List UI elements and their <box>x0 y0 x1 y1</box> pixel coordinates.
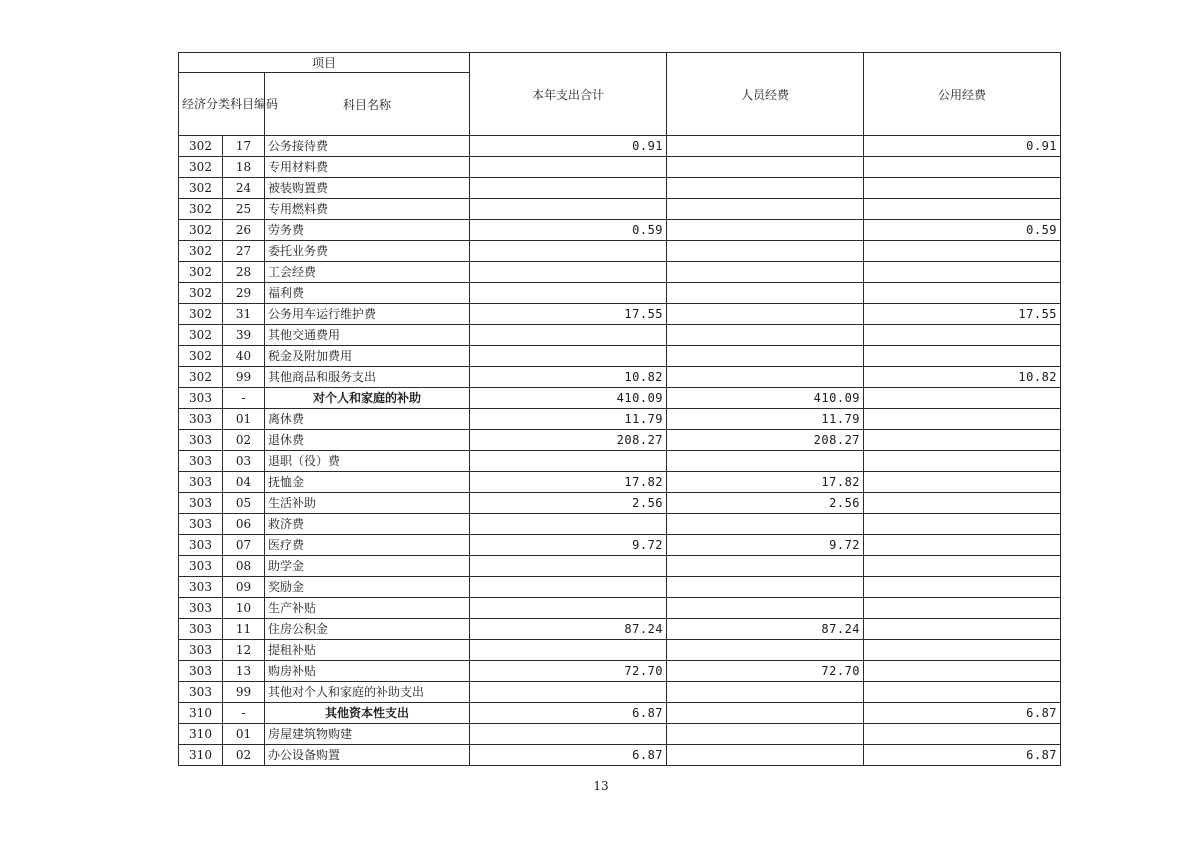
total-cell: 87.24 <box>470 619 667 640</box>
item-name-cell: 专用材料费 <box>265 157 470 178</box>
personnel-cell: 87.24 <box>667 619 864 640</box>
personnel-cell <box>667 598 864 619</box>
item-name-cell: 奖励金 <box>265 577 470 598</box>
item-name-cell: 住房公积金 <box>265 619 470 640</box>
public-cell <box>864 682 1061 703</box>
class-code-cell: 310 <box>179 703 223 724</box>
class-code-cell: 302 <box>179 346 223 367</box>
item-code-cell: 26 <box>223 220 265 241</box>
item-code-cell: 06 <box>223 514 265 535</box>
item-code-cell: 11 <box>223 619 265 640</box>
total-cell: 410.09 <box>470 388 667 409</box>
item-name-cell: 生产补贴 <box>265 598 470 619</box>
table-row <box>179 241 1061 262</box>
item-code-cell: 02 <box>223 745 265 766</box>
item-code-cell: 18 <box>223 157 265 178</box>
item-name-cell: 福利费 <box>265 283 470 304</box>
public-cell <box>864 178 1061 199</box>
item-name-cell: 房屋建筑物购建 <box>265 724 470 745</box>
public-cell <box>864 157 1061 178</box>
total-cell: 0.59 <box>470 220 667 241</box>
item-code-cell: 12 <box>223 640 265 661</box>
personnel-cell <box>667 157 864 178</box>
total-cell: 11.79 <box>470 409 667 430</box>
total-cell <box>470 724 667 745</box>
item-name-cell: 税金及附加费用 <box>265 346 470 367</box>
public-cell <box>864 451 1061 472</box>
item-name-cell: 被装购置费 <box>265 178 470 199</box>
public-cell: 6.87 <box>864 703 1061 724</box>
total-cell <box>470 556 667 577</box>
item-name-cell: 离休费 <box>265 409 470 430</box>
table-row <box>179 472 1061 493</box>
table-row <box>179 682 1061 703</box>
table-row <box>179 745 1061 766</box>
item-code-cell: 25 <box>223 199 265 220</box>
public-cell <box>864 325 1061 346</box>
personnel-cell <box>667 178 864 199</box>
total-cell: 6.87 <box>470 703 667 724</box>
name-header: 科目名称 <box>265 73 470 136</box>
subtotal-row <box>179 703 1061 724</box>
code-header: 经济分类科目编码 <box>179 73 265 136</box>
personnel-cell: 2.56 <box>667 493 864 514</box>
item-code-cell: 01 <box>223 724 265 745</box>
item-code-cell: 28 <box>223 262 265 283</box>
class-code-cell: 303 <box>179 682 223 703</box>
public-cell <box>864 472 1061 493</box>
personnel-cell <box>667 325 864 346</box>
class-code-cell: 303 <box>179 661 223 682</box>
item-name-cell: 对个人和家庭的补助 <box>265 388 470 409</box>
total-cell <box>470 451 667 472</box>
personnel-cell <box>667 577 864 598</box>
item-code-cell: 13 <box>223 661 265 682</box>
class-code-cell: 303 <box>179 472 223 493</box>
total-cell <box>470 346 667 367</box>
item-code-cell: 17 <box>223 136 265 157</box>
item-code-cell: 09 <box>223 577 265 598</box>
item-code-cell: 99 <box>223 682 265 703</box>
class-code-cell: 302 <box>179 178 223 199</box>
table-row <box>179 157 1061 178</box>
item-name-cell: 退职（役）费 <box>265 451 470 472</box>
table-row <box>179 598 1061 619</box>
item-name-cell: 专用燃料费 <box>265 199 470 220</box>
table-row <box>179 304 1061 325</box>
public-cell <box>864 199 1061 220</box>
table-row <box>179 262 1061 283</box>
public-cell <box>864 724 1061 745</box>
total-cell: 72.70 <box>470 661 667 682</box>
public-cell <box>864 535 1061 556</box>
public-header: 公用经费 <box>864 53 1061 136</box>
personnel-cell <box>667 136 864 157</box>
item-code-cell: - <box>223 703 265 724</box>
class-code-cell: 302 <box>179 325 223 346</box>
class-code-cell: 303 <box>179 535 223 556</box>
personnel-cell <box>667 745 864 766</box>
table-row <box>179 136 1061 157</box>
table-row <box>179 577 1061 598</box>
public-cell <box>864 640 1061 661</box>
public-cell <box>864 514 1061 535</box>
total-cell <box>470 325 667 346</box>
public-cell: 10.82 <box>864 367 1061 388</box>
public-cell <box>864 430 1061 451</box>
item-code-cell: 10 <box>223 598 265 619</box>
personnel-cell: 72.70 <box>667 661 864 682</box>
personnel-cell <box>667 724 864 745</box>
class-code-cell: 303 <box>179 598 223 619</box>
item-name-cell: 抚恤金 <box>265 472 470 493</box>
table-row <box>179 367 1061 388</box>
item-name-cell: 助学金 <box>265 556 470 577</box>
table-body <box>179 136 1061 766</box>
total-header: 本年支出合计 <box>470 53 667 136</box>
public-cell <box>864 598 1061 619</box>
personnel-cell: 410.09 <box>667 388 864 409</box>
item-name-cell: 退休费 <box>265 430 470 451</box>
personnel-cell <box>667 283 864 304</box>
total-cell: 9.72 <box>470 535 667 556</box>
total-cell: 10.82 <box>470 367 667 388</box>
total-cell <box>470 598 667 619</box>
total-cell: 2.56 <box>470 493 667 514</box>
public-cell <box>864 241 1061 262</box>
item-name-cell: 公务接待费 <box>265 136 470 157</box>
class-code-cell: 302 <box>179 367 223 388</box>
item-name-cell: 工会经费 <box>265 262 470 283</box>
total-cell: 208.27 <box>470 430 667 451</box>
table-row <box>179 556 1061 577</box>
total-cell <box>470 262 667 283</box>
personnel-cell: 17.82 <box>667 472 864 493</box>
item-code-cell: 40 <box>223 346 265 367</box>
public-cell <box>864 262 1061 283</box>
personnel-cell <box>667 640 864 661</box>
project-header: 项目 <box>179 53 470 73</box>
public-cell <box>864 661 1061 682</box>
personnel-cell <box>667 682 864 703</box>
personnel-cell: 11.79 <box>667 409 864 430</box>
personnel-cell <box>667 451 864 472</box>
public-cell: 17.55 <box>864 304 1061 325</box>
item-code-cell: 29 <box>223 283 265 304</box>
total-cell <box>470 682 667 703</box>
item-name-cell: 劳务费 <box>265 220 470 241</box>
public-cell <box>864 619 1061 640</box>
table-row <box>179 619 1061 640</box>
total-cell <box>470 199 667 220</box>
class-code-cell: 302 <box>179 199 223 220</box>
subtotal-row <box>179 388 1061 409</box>
public-cell: 6.87 <box>864 745 1061 766</box>
item-name-cell: 医疗费 <box>265 535 470 556</box>
item-code-cell: 02 <box>223 430 265 451</box>
item-name-cell: 救济费 <box>265 514 470 535</box>
total-cell <box>470 514 667 535</box>
class-code-cell: 302 <box>179 157 223 178</box>
public-cell <box>864 346 1061 367</box>
personnel-cell <box>667 514 864 535</box>
table-row <box>179 220 1061 241</box>
item-code-cell: 99 <box>223 367 265 388</box>
class-code-cell: 303 <box>179 556 223 577</box>
table-row <box>179 535 1061 556</box>
class-code-cell: 310 <box>179 724 223 745</box>
public-cell <box>864 409 1061 430</box>
personnel-header: 人员经费 <box>667 53 864 136</box>
item-name-cell: 提租补贴 <box>265 640 470 661</box>
personnel-cell: 208.27 <box>667 430 864 451</box>
personnel-cell <box>667 703 864 724</box>
item-code-cell: 08 <box>223 556 265 577</box>
class-code-cell: 303 <box>179 451 223 472</box>
total-cell <box>470 577 667 598</box>
item-code-cell: 39 <box>223 325 265 346</box>
total-cell: 17.82 <box>470 472 667 493</box>
table-row <box>179 283 1061 304</box>
expenditure-table <box>178 52 1061 766</box>
personnel-cell <box>667 220 864 241</box>
class-code-cell: 302 <box>179 262 223 283</box>
table-row <box>179 346 1061 367</box>
item-code-cell: 31 <box>223 304 265 325</box>
class-code-cell: 310 <box>179 745 223 766</box>
page-number: 13 <box>593 779 609 793</box>
public-cell <box>864 577 1061 598</box>
total-cell <box>470 241 667 262</box>
table-row <box>179 493 1061 514</box>
class-code-cell: 302 <box>179 241 223 262</box>
class-code-cell: 302 <box>179 304 223 325</box>
personnel-cell <box>667 346 864 367</box>
class-code-cell: 303 <box>179 493 223 514</box>
personnel-cell: 9.72 <box>667 535 864 556</box>
item-code-cell: 05 <box>223 493 265 514</box>
total-cell: 17.55 <box>470 304 667 325</box>
public-cell: 0.91 <box>864 136 1061 157</box>
table-row <box>179 640 1061 661</box>
class-code-cell: 302 <box>179 283 223 304</box>
class-code-cell: 303 <box>179 514 223 535</box>
class-code-cell: 303 <box>179 577 223 598</box>
item-name-cell: 其他对个人和家庭的补助支出 <box>265 682 470 703</box>
table-row <box>179 514 1061 535</box>
item-name-cell: 其他商品和服务支出 <box>265 367 470 388</box>
table-row <box>179 325 1061 346</box>
personnel-cell <box>667 199 864 220</box>
table-row <box>179 409 1061 430</box>
table-row <box>179 724 1061 745</box>
public-cell: 0.59 <box>864 220 1061 241</box>
personnel-cell <box>667 262 864 283</box>
class-code-cell: 303 <box>179 388 223 409</box>
table-row <box>179 661 1061 682</box>
item-name-cell: 购房补贴 <box>265 661 470 682</box>
item-name-cell: 办公设备购置 <box>265 745 470 766</box>
class-code-cell: 303 <box>179 409 223 430</box>
public-cell <box>864 556 1061 577</box>
item-code-cell: 27 <box>223 241 265 262</box>
total-cell <box>470 640 667 661</box>
table-row <box>179 451 1061 472</box>
total-cell <box>470 157 667 178</box>
public-cell <box>864 388 1061 409</box>
total-cell <box>470 283 667 304</box>
item-code-cell: 24 <box>223 178 265 199</box>
item-code-cell: - <box>223 388 265 409</box>
item-name-cell: 委托业务费 <box>265 241 470 262</box>
total-cell <box>470 178 667 199</box>
public-cell <box>864 283 1061 304</box>
class-code-cell: 302 <box>179 136 223 157</box>
class-code-cell: 303 <box>179 640 223 661</box>
total-cell: 0.91 <box>470 136 667 157</box>
public-cell <box>864 493 1061 514</box>
table-row <box>179 430 1061 451</box>
personnel-cell <box>667 367 864 388</box>
table-header <box>179 53 1061 136</box>
item-name-cell: 其他资本性支出 <box>265 703 470 724</box>
item-name-cell: 其他交通费用 <box>265 325 470 346</box>
item-name-cell: 公务用车运行维护费 <box>265 304 470 325</box>
table-row <box>179 178 1061 199</box>
class-code-cell: 302 <box>179 220 223 241</box>
personnel-cell <box>667 241 864 262</box>
total-cell: 6.87 <box>470 745 667 766</box>
class-code-cell: 303 <box>179 619 223 640</box>
item-code-cell: 01 <box>223 409 265 430</box>
personnel-cell <box>667 556 864 577</box>
item-code-cell: 04 <box>223 472 265 493</box>
item-name-cell: 生活补助 <box>265 493 470 514</box>
item-code-cell: 03 <box>223 451 265 472</box>
table-row <box>179 199 1061 220</box>
class-code-cell: 303 <box>179 430 223 451</box>
item-code-cell: 07 <box>223 535 265 556</box>
personnel-cell <box>667 304 864 325</box>
